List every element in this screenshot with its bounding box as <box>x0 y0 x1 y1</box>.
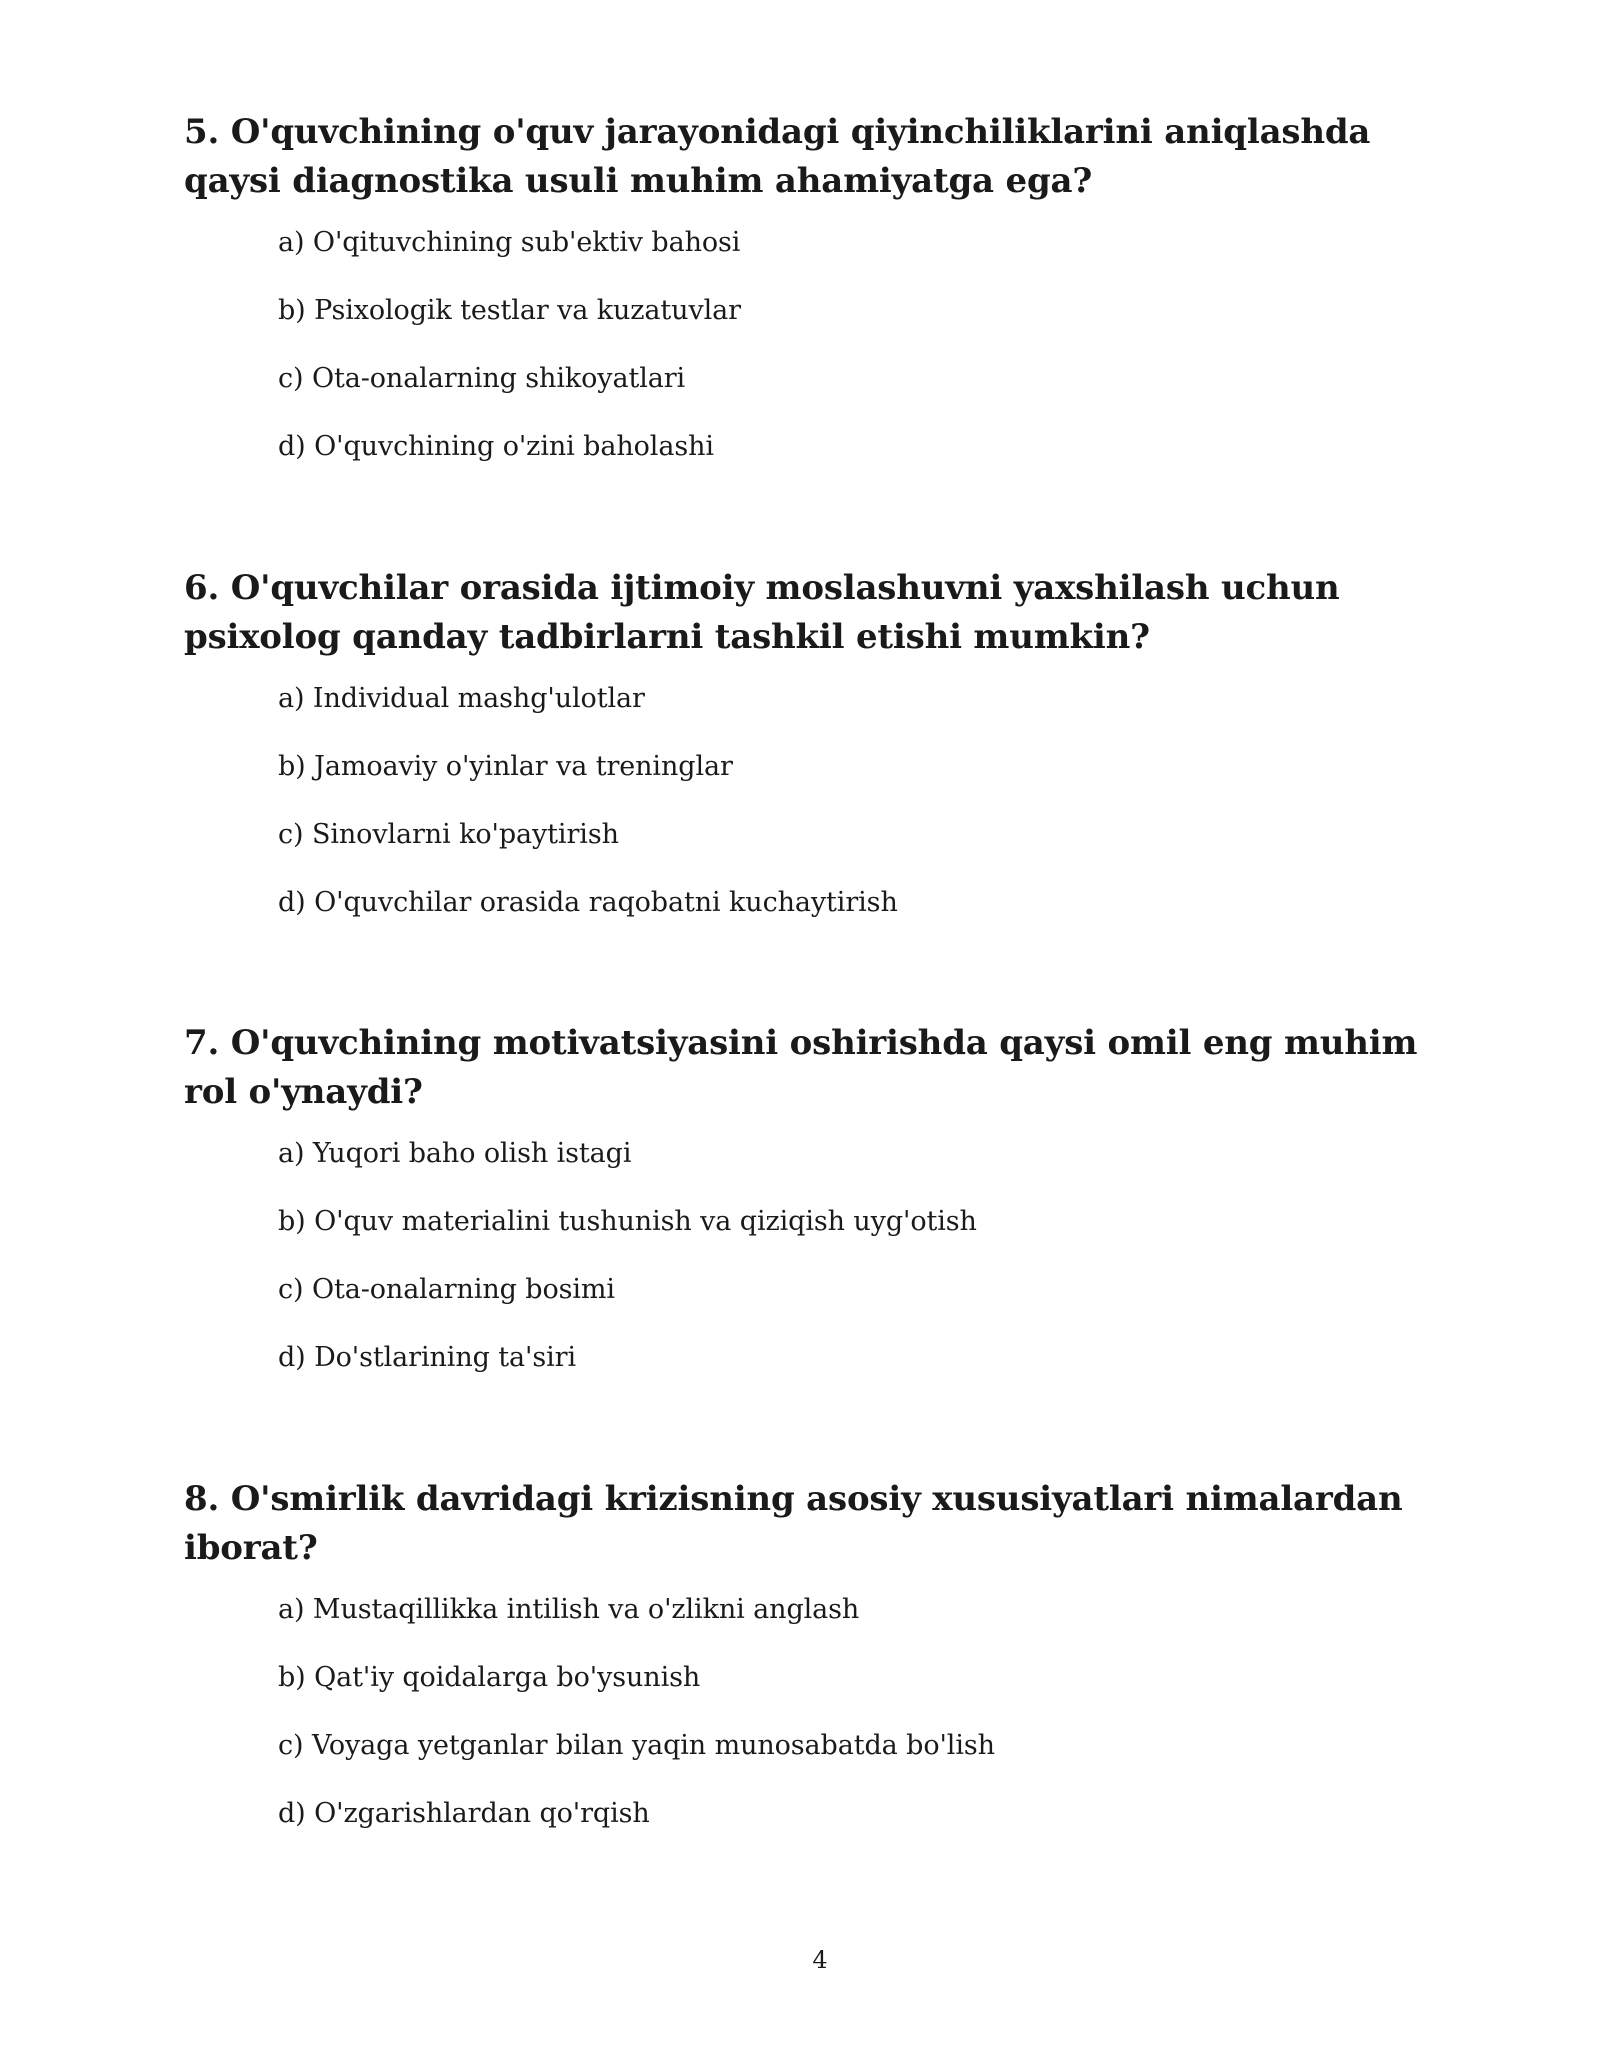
option-a: a) Mustaqillikka intilish va o'zlikni anglash <box>278 1594 860 1625</box>
option-a: a) Yuqori baho olish istagi <box>278 1138 632 1169</box>
question-7 <box>184 1019 1424 1409</box>
answer-options <box>184 226 1424 464</box>
option-a: a) O'qituvchining sub'ektiv bahosi <box>278 227 741 258</box>
question-text: 7. O'quvchining motivatsiyasini oshirishda qaysi omil eng muhim rol o'ynaydi? <box>184 1023 1418 1112</box>
option-b: b) Jamoaviy o'yinlar va treninglar <box>278 751 733 782</box>
option-c: c) Ota-onalarning shikoyatlari <box>278 363 686 394</box>
page-number: 4 <box>812 1946 828 1974</box>
option-d: d) O'zgarishlardan qo'rqish <box>278 1798 650 1829</box>
option-c: c) Voyaga yetganlar bilan yaqin munosabatda bo'lish <box>278 1730 995 1761</box>
option-c: c) Sinovlarni ko'paytirish <box>278 819 619 850</box>
option-b: b) Qat'iy qoidalarga bo'ysunish <box>278 1662 701 1693</box>
answer-options <box>184 682 1424 920</box>
option-b: b) Psixologik testlar va kuzatuvlar <box>278 295 741 326</box>
question-text: 8. O'smirlik davridagi krizisning asosiy xususiyatlari nimalardan iborat? <box>184 1479 1403 1568</box>
option-c: c) Ota-onalarning bosimi <box>278 1274 615 1305</box>
option-d: d) Do'stlarining ta'siri <box>278 1342 576 1373</box>
answer-options <box>184 1593 1424 1831</box>
option-d: d) O'quvchilar orasida raqobatni kuchaytirish <box>278 887 898 918</box>
question-5 <box>184 108 1424 498</box>
question-6 <box>184 564 1424 954</box>
question-text: 6. O'quvchilar orasida ijtimoiy moslashuvni yaxshilash uchun psixolog qanday tadbirlarni tashkil etishi mumkin? <box>184 568 1340 657</box>
answer-options <box>184 1137 1424 1375</box>
option-b: b) O'quv materialini tushunish va qiziqish uyg'otish <box>278 1206 977 1237</box>
option-a: a) Individual mashg'ulotlar <box>278 683 645 714</box>
question-text: 5. O'quvchining o'quv jarayonidagi qiyinchiliklarini aniqlashda qaysi diagnostika usuli muhim ahamiyatga ega? <box>184 112 1371 201</box>
option-d: d) O'quvchining o'zini baholashi <box>278 431 714 462</box>
question-8 <box>184 1475 1424 1865</box>
